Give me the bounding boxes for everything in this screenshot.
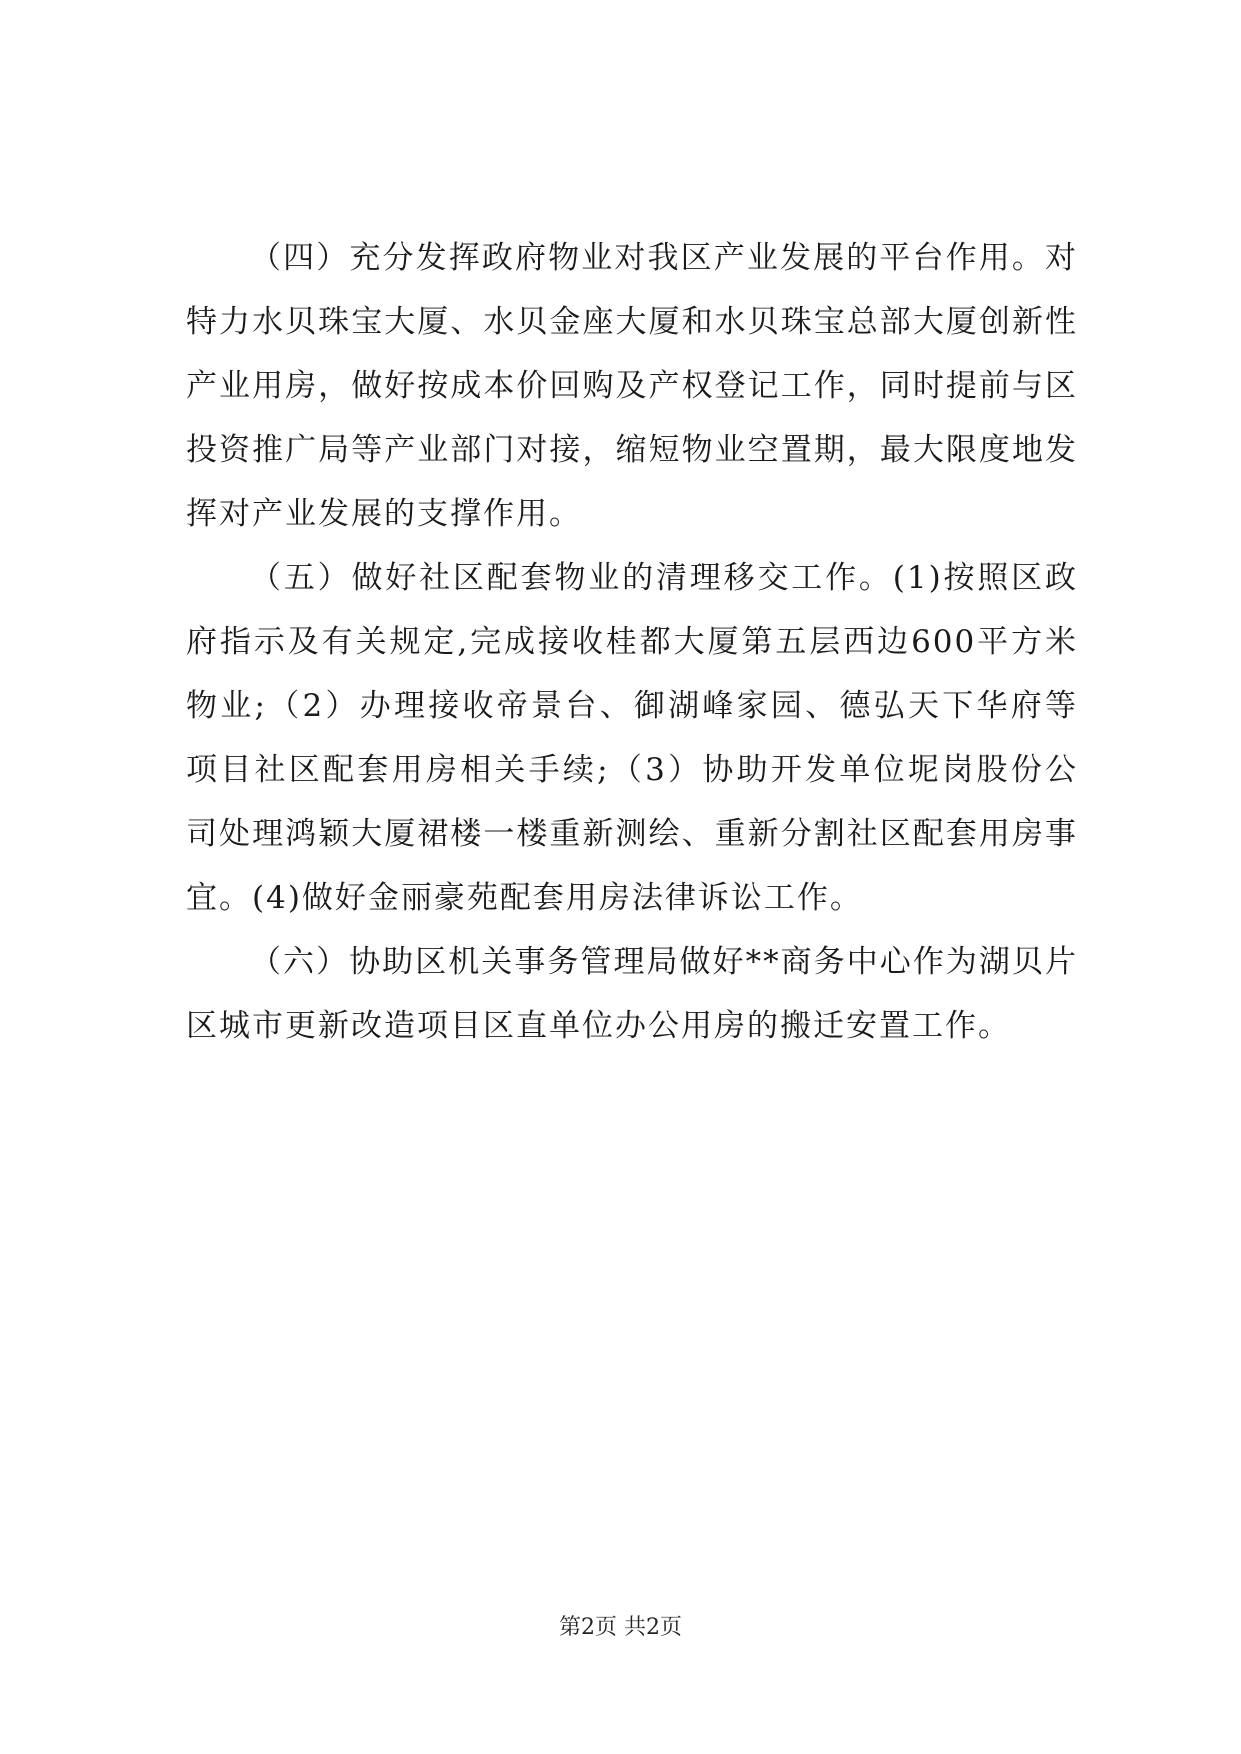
paragraph-6: （六）协助区机关事务管理局做好**商务中心作为湖贝片区城市更新改造项目区直单位办公用房的搬迁安置工作。: [186, 944, 1078, 1044]
document-body: [186, 226, 1078, 1058]
page-footer: 第2页 共2页: [559, 1615, 682, 1640]
paragraph-4: （四）充分发挥政府物业对我区产业发展的平台作用。对特力水贝珠宝大厦、水贝金座大厦和水贝珠宝总部大厦创新性产业用房，做好按成本价回购及产权登记工作，同时提前与区投资推广局等产业部门对接，缩短物业空置期，最大限度地发挥对产业发展的支撑作用。: [186, 240, 1078, 532]
paragraph-5: （五）做好社区配套物业的清理移交工作。(1)按照区政府指示及有关规定,完成接收桂都大厦第五层西边600平方米物业;（2）办理接收帝景台、御湖峰家园、德弘天下华府等项目社区配套用房相关手续;（3）协助开发单位坭岗股份公司处理鸿颖大厦裙楼一楼重新测绘、重新分割社区配套用房事宜。(4)做好金丽豪苑配套用房法律诉讼工作。: [186, 560, 1078, 916]
